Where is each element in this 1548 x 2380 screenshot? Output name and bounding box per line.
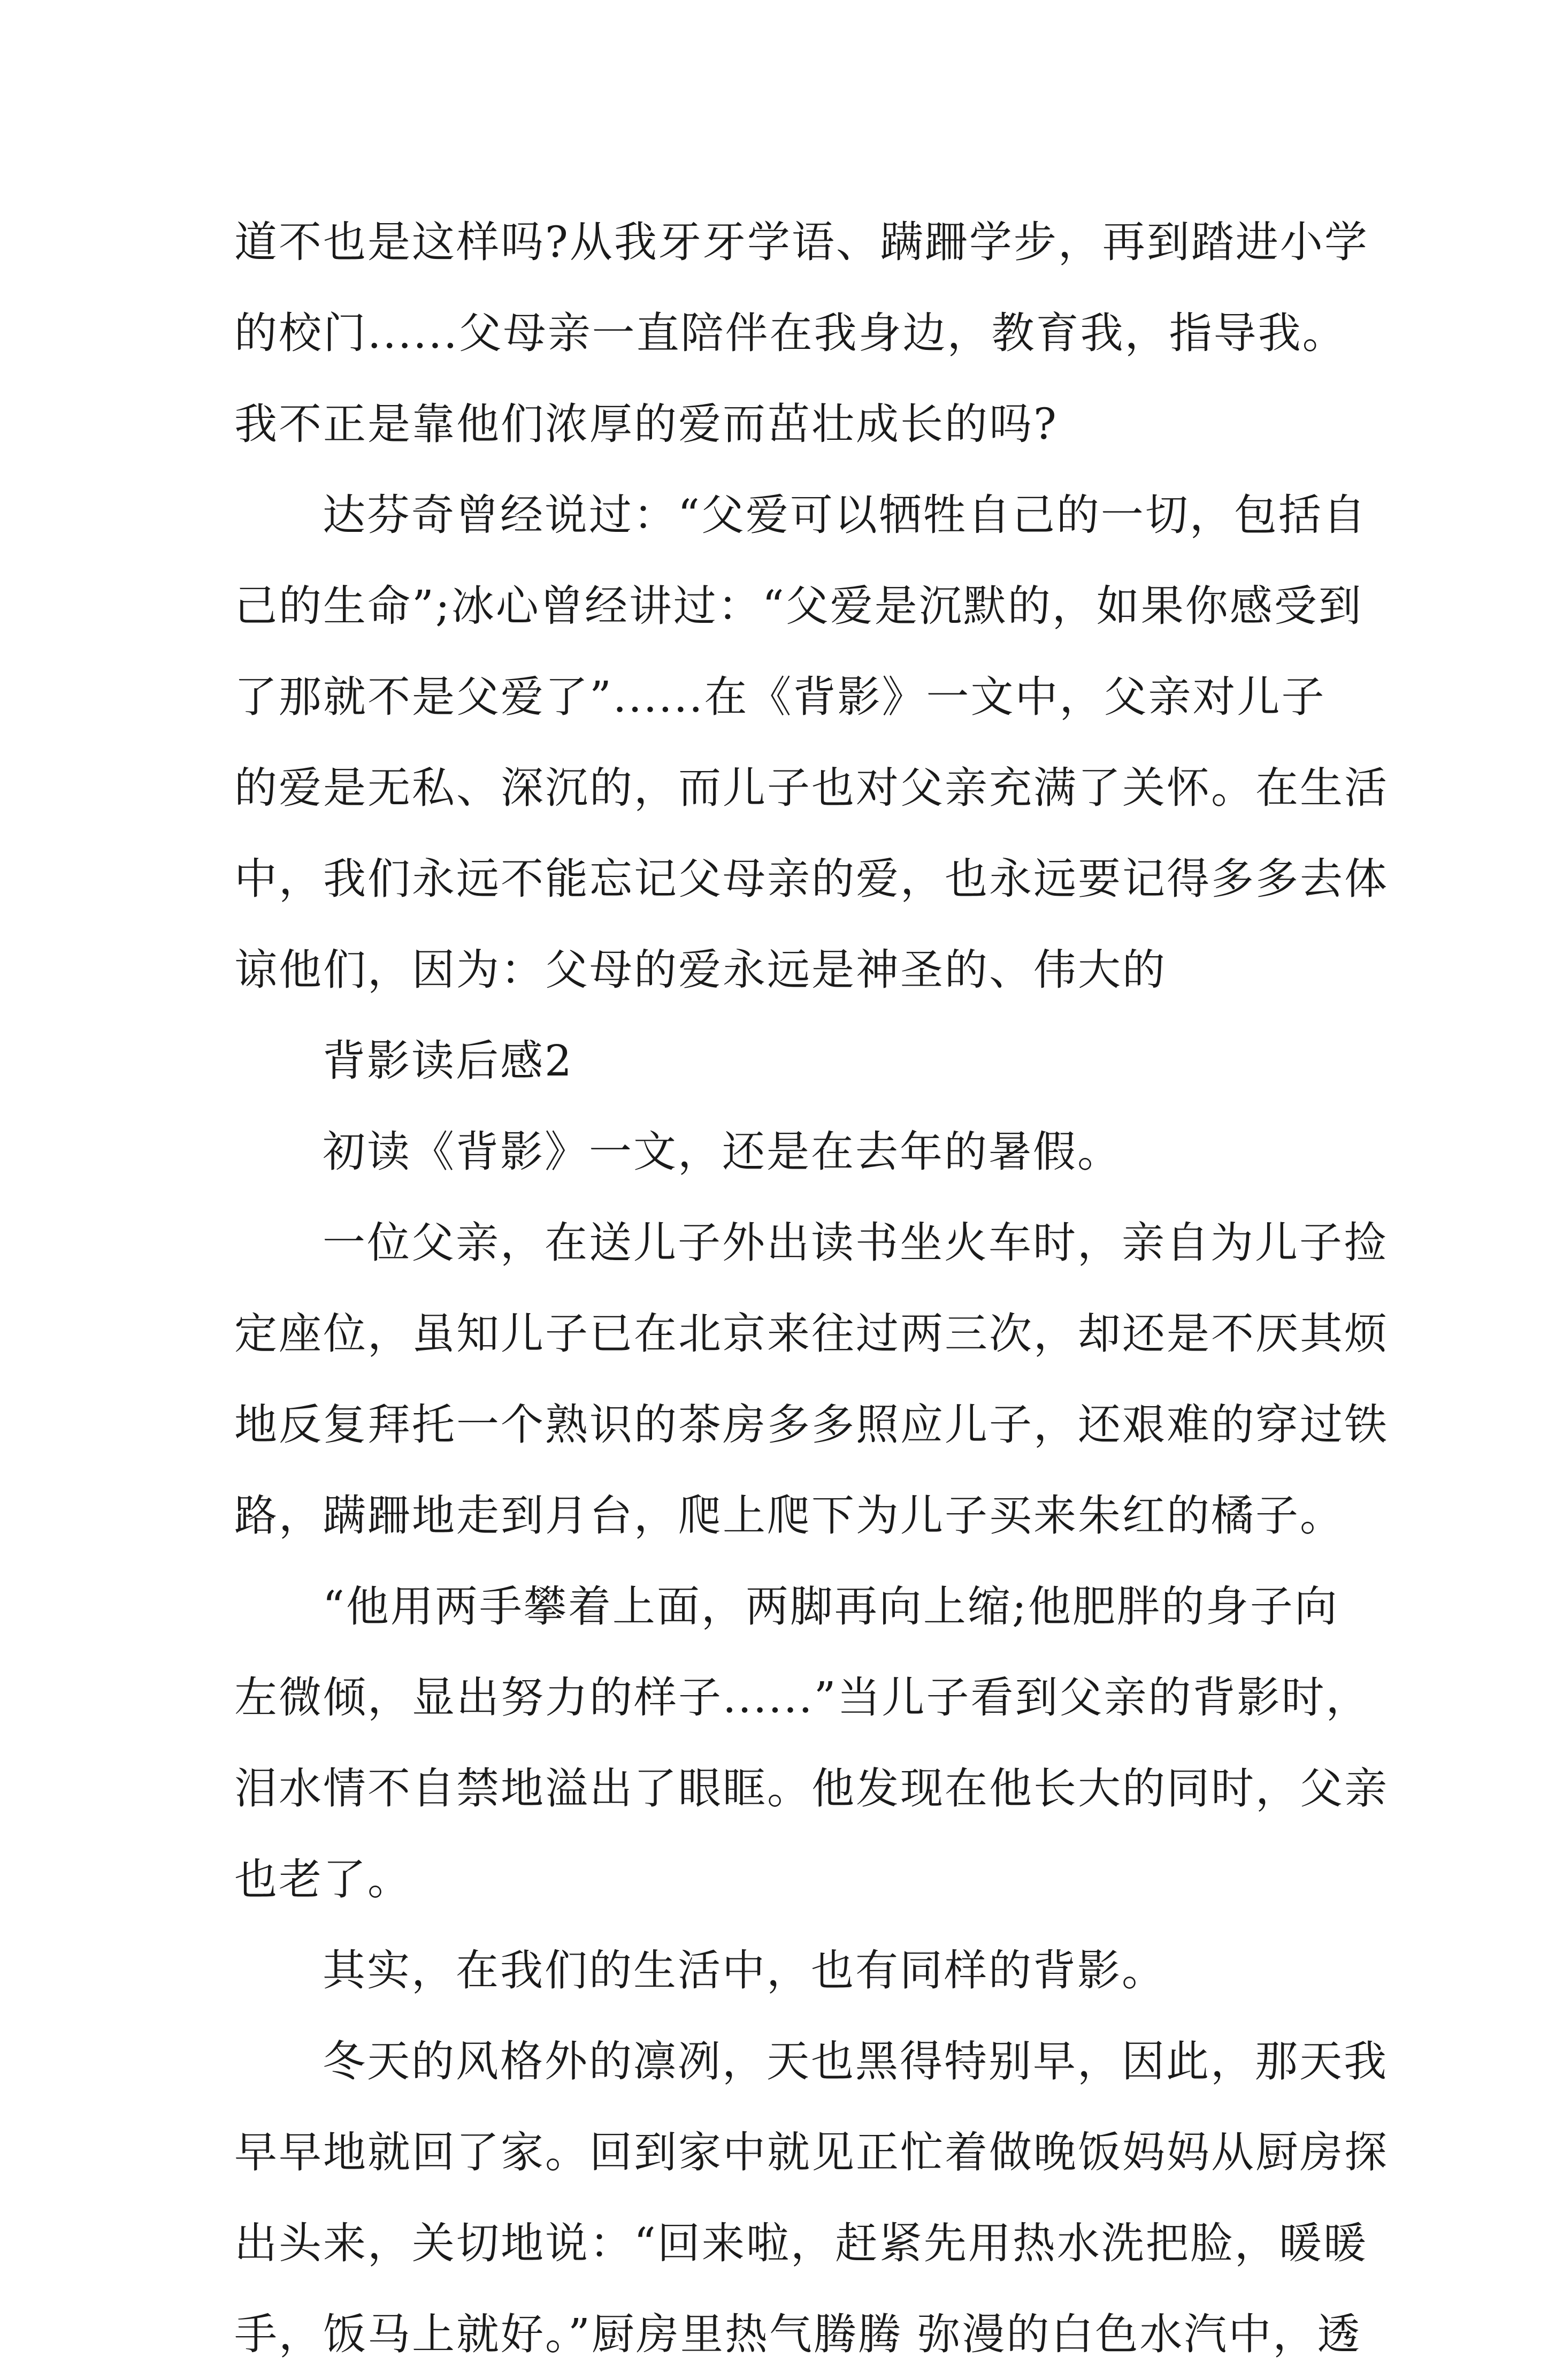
document-body: [234, 197, 1389, 2380]
text-line: 谅他们，因为：父母的爱永远是神圣的、伟大的: [234, 945, 1167, 995]
text-line: 定座位，虽知儿子已在北京来往过两三次，却还是不厌其烦: [234, 1309, 1389, 1359]
text-line: 己的生命”;冰心曾经讲过：“父爱是沉默的，如果你感受到: [234, 581, 1363, 631]
paragraph-start-line: 初读《背影》一文，还是在去年的暑假。: [323, 1127, 1122, 1177]
text-line: 中，我们永远不能忘记父母亲的爱，也永远要记得多多去体: [234, 854, 1389, 904]
paragraph-start-line: 一位父亲，在送儿子外出读书坐火车时，亲自为儿子捡: [323, 1218, 1388, 1268]
text-line: 早早地就回了家。回到家中就见正忙着做晚饭妈妈从厨房探: [234, 2127, 1389, 2177]
text-line: 的校门......父母亲一直陪伴在我身边，教育我，指导我。: [234, 308, 1347, 358]
text-line: 了那就不是父爱了”......在《背影》一文中，父亲对儿子: [234, 672, 1326, 722]
text-line: 泪水情不自禁地溢出了眼眶。他发现在他长大的同时，父亲: [234, 1764, 1389, 1813]
text-line: 地反复拜托一个熟识的茶房多多照应儿子，还艰难的穿过铁: [234, 1400, 1389, 1450]
paragraph-start-line: 冬天的风格外的凛冽，天也黑得特别早，因此，那天我: [323, 2036, 1388, 2086]
text-line: 左微倾，显出努力的样子......”当儿子看到父亲的背影时，: [234, 1673, 1370, 1722]
paragraph-start-line: 其实，在我们的生活中，也有同样的背影。: [323, 1946, 1166, 1995]
text-line: 出头来，关切地说：“回来啦，赶紧先用热水洗把脸，暖暖: [234, 2218, 1368, 2268]
text-line: 也老了。: [234, 1855, 412, 1904]
paragraph-start-line: 达芬奇曾经说过：“父爱可以牺牲自己的一切，包括自: [323, 490, 1367, 540]
text-line: 我不正是靠他们浓厚的爱而茁壮成长的吗?: [234, 399, 1058, 449]
text-line: 道不也是这样吗?从我牙牙学语、蹒跚学步，再到踏进小学: [234, 217, 1369, 267]
text-line: 手，饭马上就好。”厨房里热气腾腾 弥漫的白色水汽中，透: [234, 2309, 1362, 2359]
text-line: 路，蹒跚地走到月台，爬上爬下为儿子买来朱红的橘子。: [234, 1491, 1344, 1540]
paragraph-start-line: “他用两手攀着上面，两脚再向上缩;他肥胖的身子向: [323, 1582, 1339, 1631]
section-heading: 背影读后感2: [323, 1036, 573, 1086]
text-line: 的爱是无私、深沉的，而儿子也对父亲充满了关怀。在生活: [234, 763, 1389, 813]
